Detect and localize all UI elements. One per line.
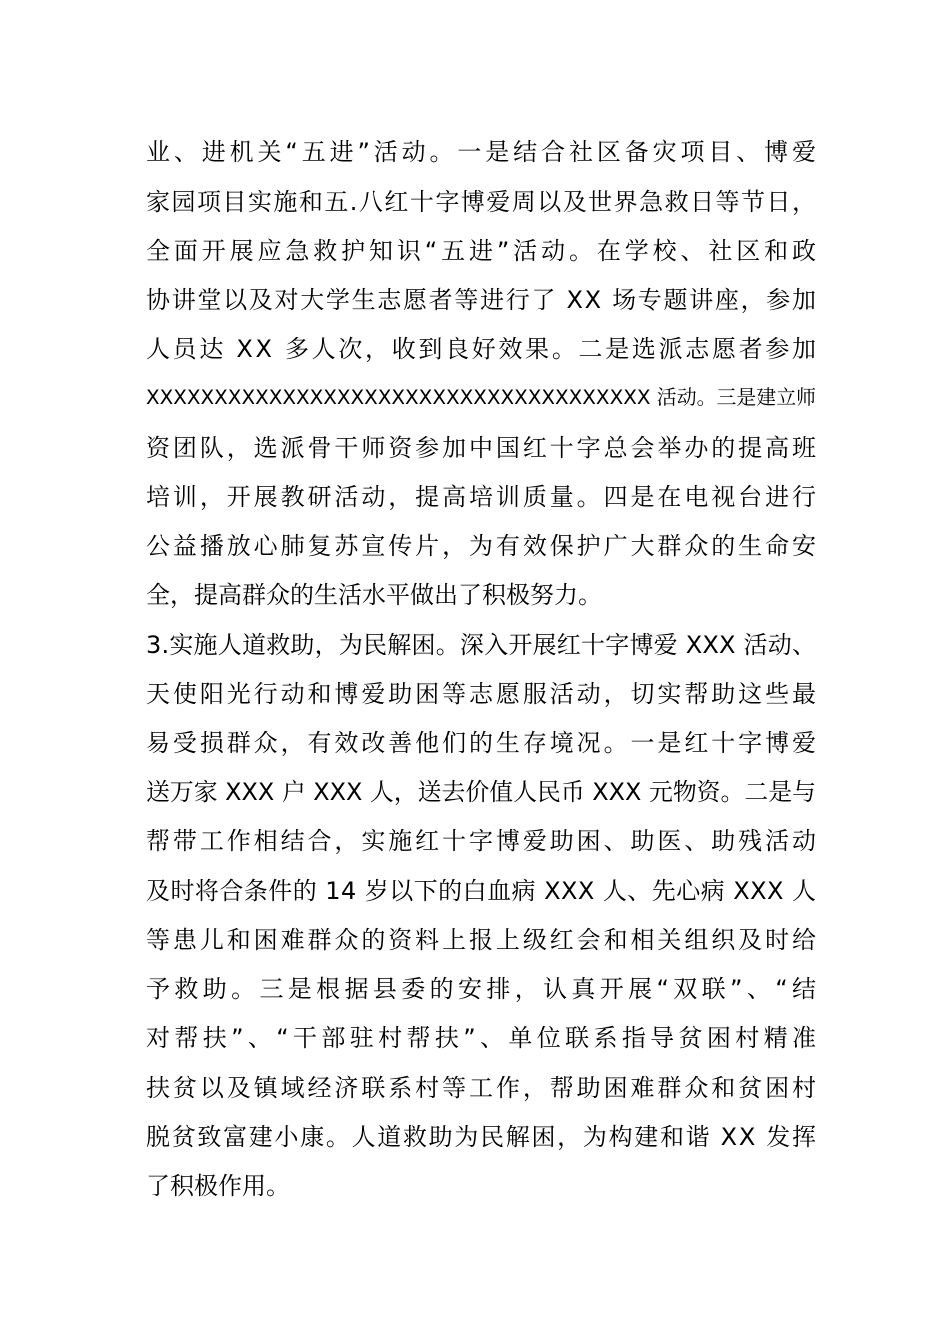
text-line-8: 培训，开展教研活动，提高培训质量。四是在电视台进行 [146,483,819,511]
text-line-3: 全面开展应急救护知识“五进”活动。在学校、社区和政 [146,237,820,265]
text-line-20: 扶贫以及镇域经济联系村等工作，帮助困难群众和贫困村 [146,1074,819,1102]
text-line-4: 协讲堂以及对大学生志愿者等进行了 XX 场专题讲座，参加 [146,286,818,314]
text-line-16: 及时将合条件的 14 岁以下的白血病 XXX 人、先心病 XXX 人 [146,877,817,905]
text-line-11: 3.实施人道救助，为民解困。深入开展红十字博爱 XXX 活动、 [146,631,817,659]
text-line-22: 了积极作用。 [146,1172,290,1200]
text-line-9: 公益播放心肺复苏宣传片，为有效保护广大群众的生命安 [146,532,819,560]
text-line-13: 易受损群众，有效改善他们的生存境况。一是红十字博爱 [146,729,819,757]
text-line-7: 资团队，选派骨干师资参加中国红十字总会举办的提高班 [146,434,819,462]
text-line-21: 脱贫致富建小康。人道救助为民解困，为构建和谐 XX 发挥 [146,1123,818,1151]
text-line-15: 帮带工作相结合，实施红十字博爱助困、助医、助残活动 [146,827,819,855]
text-line-6: XXXXXXXXXXXXXXXXXXXXXXXXXXXXXXXXXXXXX 活动。三是建立师 [146,386,816,409]
text-line-17: 等患儿和困难群众的资料上报上级红会和相关组织及时给 [146,926,819,954]
text-line-5: 人员达 XX 多人次，收到良好效果。二是选派志愿者参加 [146,335,819,363]
text-line-18: 予救助。三是根据县委的安排，认真开展“双联”、“结 [146,975,821,1003]
text-line-1: 业、进机关“五进”活动。一是结合社区备灾项目、博爱 [146,138,820,166]
text-line-10: 全，提高群众的生活水平做出了积极努力。 [146,581,602,609]
text-line-14: 送万家 XXX 户 XXX 人，送去价值人民币 XXX 元物资。二是与 [146,778,817,806]
text-line-12: 天使阳光行动和博爱助困等志愿服活动，切实帮助这些最 [146,680,819,708]
text-line-2: 家园项目实施和五.八红十字博爱周以及世界急救日等节日， [146,188,818,216]
text-line-19: 对帮扶”、“干部驻村帮扶”、单位联系指导贫困村精准 [146,1024,821,1052]
